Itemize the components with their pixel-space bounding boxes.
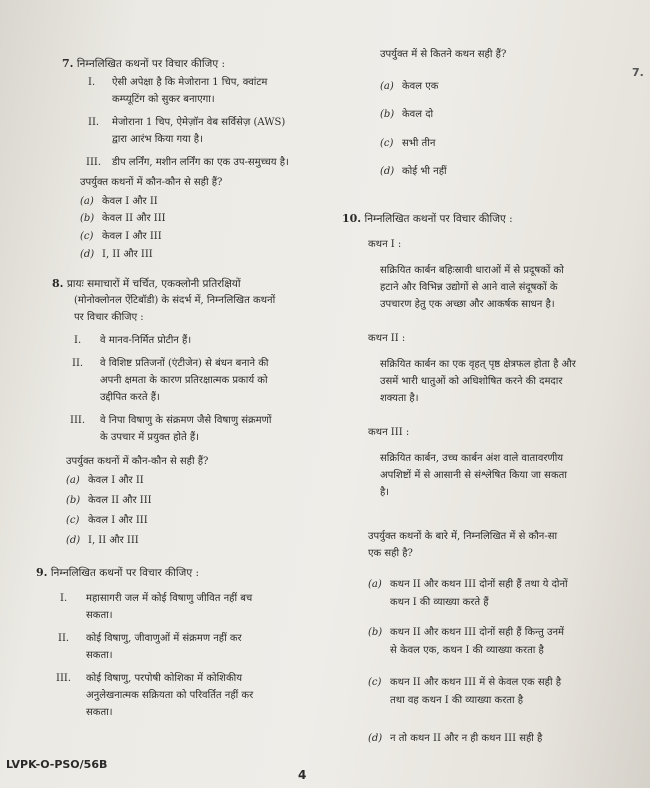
statement-text: वे विशिष्ट प्रतिजनों (एंटीजेन) से बंधन बनाने की bbox=[100, 358, 269, 369]
option-a[interactable] bbox=[368, 578, 568, 592]
option-text: कथन II और कथन III में से केवल एक सही है bbox=[390, 677, 562, 688]
question-10-header bbox=[342, 211, 513, 227]
question-text: उपर्युक्त कथनों में कौन-कौन से सही हैं? bbox=[80, 177, 223, 188]
option-b[interactable] bbox=[380, 108, 433, 122]
option-label: (d) bbox=[66, 535, 81, 546]
statement-text: हटाने और विभिन्न उद्योगों से आने वाले संदूषकों के bbox=[380, 282, 558, 293]
question-number: 8. bbox=[52, 277, 64, 290]
statement-text: महासागरी जल में कोई विषाणु जीवित नहीं बच bbox=[86, 593, 253, 604]
question-prompt: प्रायः समाचारों में चर्चित, एकक्लोनी प्रतिरक्षियों bbox=[66, 278, 241, 290]
statement-text: कोई विषाणु, जीवाणुओं में संक्रमण नहीं कर bbox=[86, 633, 242, 644]
question-text: उपर्युक्त कथनों के बारे में, निम्नलिखित में से कौन-सा bbox=[368, 531, 558, 542]
statement-text: सक्रियित कार्बन का एक वृहत् पृष्ठ क्षेत्रफल होता है और bbox=[380, 359, 576, 370]
statement-text: उद्दीपित करते हैं। bbox=[100, 392, 160, 403]
question-prompt: निम्नलिखित कथनों पर विचार कीजिए : bbox=[76, 58, 226, 70]
option-label: (a) bbox=[66, 475, 80, 486]
statement-text: शक्यता है। bbox=[380, 393, 419, 404]
statement-num: II. bbox=[88, 117, 100, 128]
statement-text: डीप लर्निंग, मशीन लर्निंग का एक उप-समुच्चय है। bbox=[112, 157, 289, 168]
option-text: I, II और III bbox=[88, 535, 139, 546]
option-text: केवल II और III bbox=[102, 213, 166, 224]
statement-num: II. bbox=[72, 358, 84, 369]
option-label: (d) bbox=[380, 166, 395, 177]
option-c[interactable] bbox=[66, 514, 148, 528]
option-label: (b) bbox=[368, 627, 383, 638]
statement-text: सक्रियित कार्बन, उच्च कार्बन अंश वाले वातावरणीय bbox=[380, 453, 564, 464]
option-label: (c) bbox=[66, 515, 80, 526]
option-a[interactable] bbox=[66, 474, 144, 488]
option-label: (b) bbox=[80, 213, 95, 224]
statement-text: अपनी क्षमता के कारण प्रतिरक्षात्मक प्रकार्य को bbox=[100, 375, 268, 386]
statement-text: अपशिष्टों में से आसानी से संश्लेषित किया जा सकता bbox=[380, 470, 567, 481]
statement-label: कथन I : bbox=[368, 239, 402, 250]
option-b[interactable] bbox=[368, 626, 564, 640]
option-a[interactable] bbox=[380, 80, 438, 94]
question-prompt: निम्नलिखित कथनों पर विचार कीजिए : bbox=[364, 213, 513, 225]
question-number: 7. bbox=[62, 57, 74, 70]
statement-text: वे निपा विषाणु के संक्रमण जैसे विषाणु संक्रमणों bbox=[100, 415, 272, 426]
next-page-question-number: 7. bbox=[632, 66, 644, 79]
statement-text: उपचारण हेतु एक अच्छा और आकर्षक साधन है। bbox=[380, 299, 555, 310]
question-text: उपर्युक्त कथनों में कौन-कौन से सही हैं? bbox=[66, 456, 209, 467]
question-prompt: निम्नलिखित कथनों पर विचार कीजिए : bbox=[50, 567, 200, 579]
question-number: 9. bbox=[36, 566, 48, 579]
question-text: एक सही है? bbox=[368, 548, 413, 559]
statement-num: III. bbox=[70, 415, 86, 426]
option-text: तथा वह कथन I की व्याख्या करता है bbox=[390, 695, 524, 706]
statement-text: सकता। bbox=[86, 650, 113, 661]
statement-text: सक्रियित कार्बन बहिःस्रावी धाराओं में से प्रदूषकों को bbox=[380, 265, 564, 276]
option-c[interactable] bbox=[80, 230, 162, 244]
statement-text: कोई विषाणु, परपोषी कोशिका में कोशिकीय bbox=[86, 673, 243, 684]
option-d[interactable] bbox=[66, 534, 139, 548]
option-a[interactable] bbox=[80, 195, 158, 209]
statement-num: I. bbox=[74, 335, 82, 346]
option-c[interactable] bbox=[380, 137, 435, 151]
option-c[interactable] bbox=[368, 676, 561, 690]
option-text: I, II और III bbox=[102, 249, 153, 260]
statement-text: के उपचार में प्रयुक्त होते हैं। bbox=[100, 432, 199, 443]
option-label: (d) bbox=[80, 249, 95, 260]
option-label: (b) bbox=[380, 109, 395, 120]
statement-label: कथन III : bbox=[368, 427, 410, 438]
statement-num: II. bbox=[58, 633, 70, 644]
paper-code: LVPK-O-PSO/56B bbox=[6, 758, 108, 771]
statement-text: सकता। bbox=[86, 707, 113, 718]
question-prompt: (मोनोक्लोनल ऐंटिबॉडी) के संदर्भ में, निम्नलिखित कथनों bbox=[74, 295, 276, 306]
question-prompt: पर विचार कीजिए : bbox=[74, 312, 144, 323]
statement-num: I. bbox=[88, 77, 96, 88]
option-text: कथन I की व्याख्या करते हैं bbox=[390, 597, 489, 608]
option-text: केवल दो bbox=[402, 109, 434, 120]
option-text: कथन II और कथन III दोनों सही हैं तथा ये दोनों bbox=[390, 579, 568, 590]
option-label: (a) bbox=[380, 81, 394, 92]
statement-text: कम्प्यूटिंग को सुकर बनाएगा। bbox=[112, 94, 215, 105]
page-number: 4 bbox=[298, 768, 307, 782]
option-text: केवल I और II bbox=[88, 475, 144, 486]
statement-text: वे मानव-निर्मित प्रोटीन हैं। bbox=[100, 335, 192, 346]
option-text: से केवल एक, कथन I की व्याख्या करता है bbox=[390, 645, 544, 656]
option-label: (a) bbox=[80, 196, 94, 207]
option-text: केवल I और II bbox=[102, 196, 158, 207]
option-b[interactable] bbox=[80, 212, 166, 226]
option-d[interactable] bbox=[368, 732, 542, 746]
option-b[interactable] bbox=[66, 494, 152, 508]
option-text: सभी तीन bbox=[402, 138, 436, 149]
question-7-header bbox=[62, 56, 225, 72]
option-label: (c) bbox=[368, 677, 382, 688]
option-label: (c) bbox=[80, 231, 94, 242]
statement-text: उसमें भारी धातुओं को अधिशोषित करने की दमदार bbox=[380, 376, 563, 387]
statement-num: I. bbox=[60, 593, 68, 604]
question-text: उपर्युक्त में से कितने कथन सही हैं? bbox=[380, 49, 507, 60]
option-label: (d) bbox=[368, 733, 383, 744]
statement-text: ऐसी अपेक्षा है कि मेजोराना 1 चिप, क्वांटम bbox=[112, 77, 268, 88]
statement-text: द्वारा आरंभ किया गया है। bbox=[112, 134, 203, 145]
option-d[interactable] bbox=[380, 165, 447, 179]
statement-text: अनुलेखनात्मक सक्रियता को परिवर्तित नहीं कर bbox=[86, 690, 254, 701]
statement-text: है। bbox=[380, 487, 390, 498]
option-label: (b) bbox=[66, 495, 81, 506]
statement-num: III. bbox=[86, 157, 102, 168]
option-text: केवल II और III bbox=[88, 495, 152, 506]
option-text: केवल I और III bbox=[102, 231, 162, 242]
option-label: (c) bbox=[380, 138, 394, 149]
question-number: 10. bbox=[342, 212, 362, 225]
option-text: केवल एक bbox=[402, 81, 439, 92]
statement-label: कथन II : bbox=[368, 333, 406, 344]
statement-text: सकता। bbox=[86, 610, 113, 621]
statement-num: III. bbox=[56, 673, 72, 684]
question-9-header bbox=[36, 565, 199, 581]
statement-text: मेजोराना 1 चिप, ऐमेज़ॉन वेब सर्विसेज़ (AWS) bbox=[112, 117, 286, 128]
option-d[interactable] bbox=[80, 248, 153, 262]
option-text: न तो कथन II और न ही कथन III सही है bbox=[390, 733, 543, 744]
option-text: केवल I और III bbox=[88, 515, 148, 526]
option-text: कोई भी नहीं bbox=[402, 166, 447, 177]
question-8-header bbox=[52, 276, 241, 292]
option-label: (a) bbox=[368, 579, 382, 590]
option-text: कथन II और कथन III दोनों सही हैं किन्तु उनमें bbox=[390, 627, 564, 638]
